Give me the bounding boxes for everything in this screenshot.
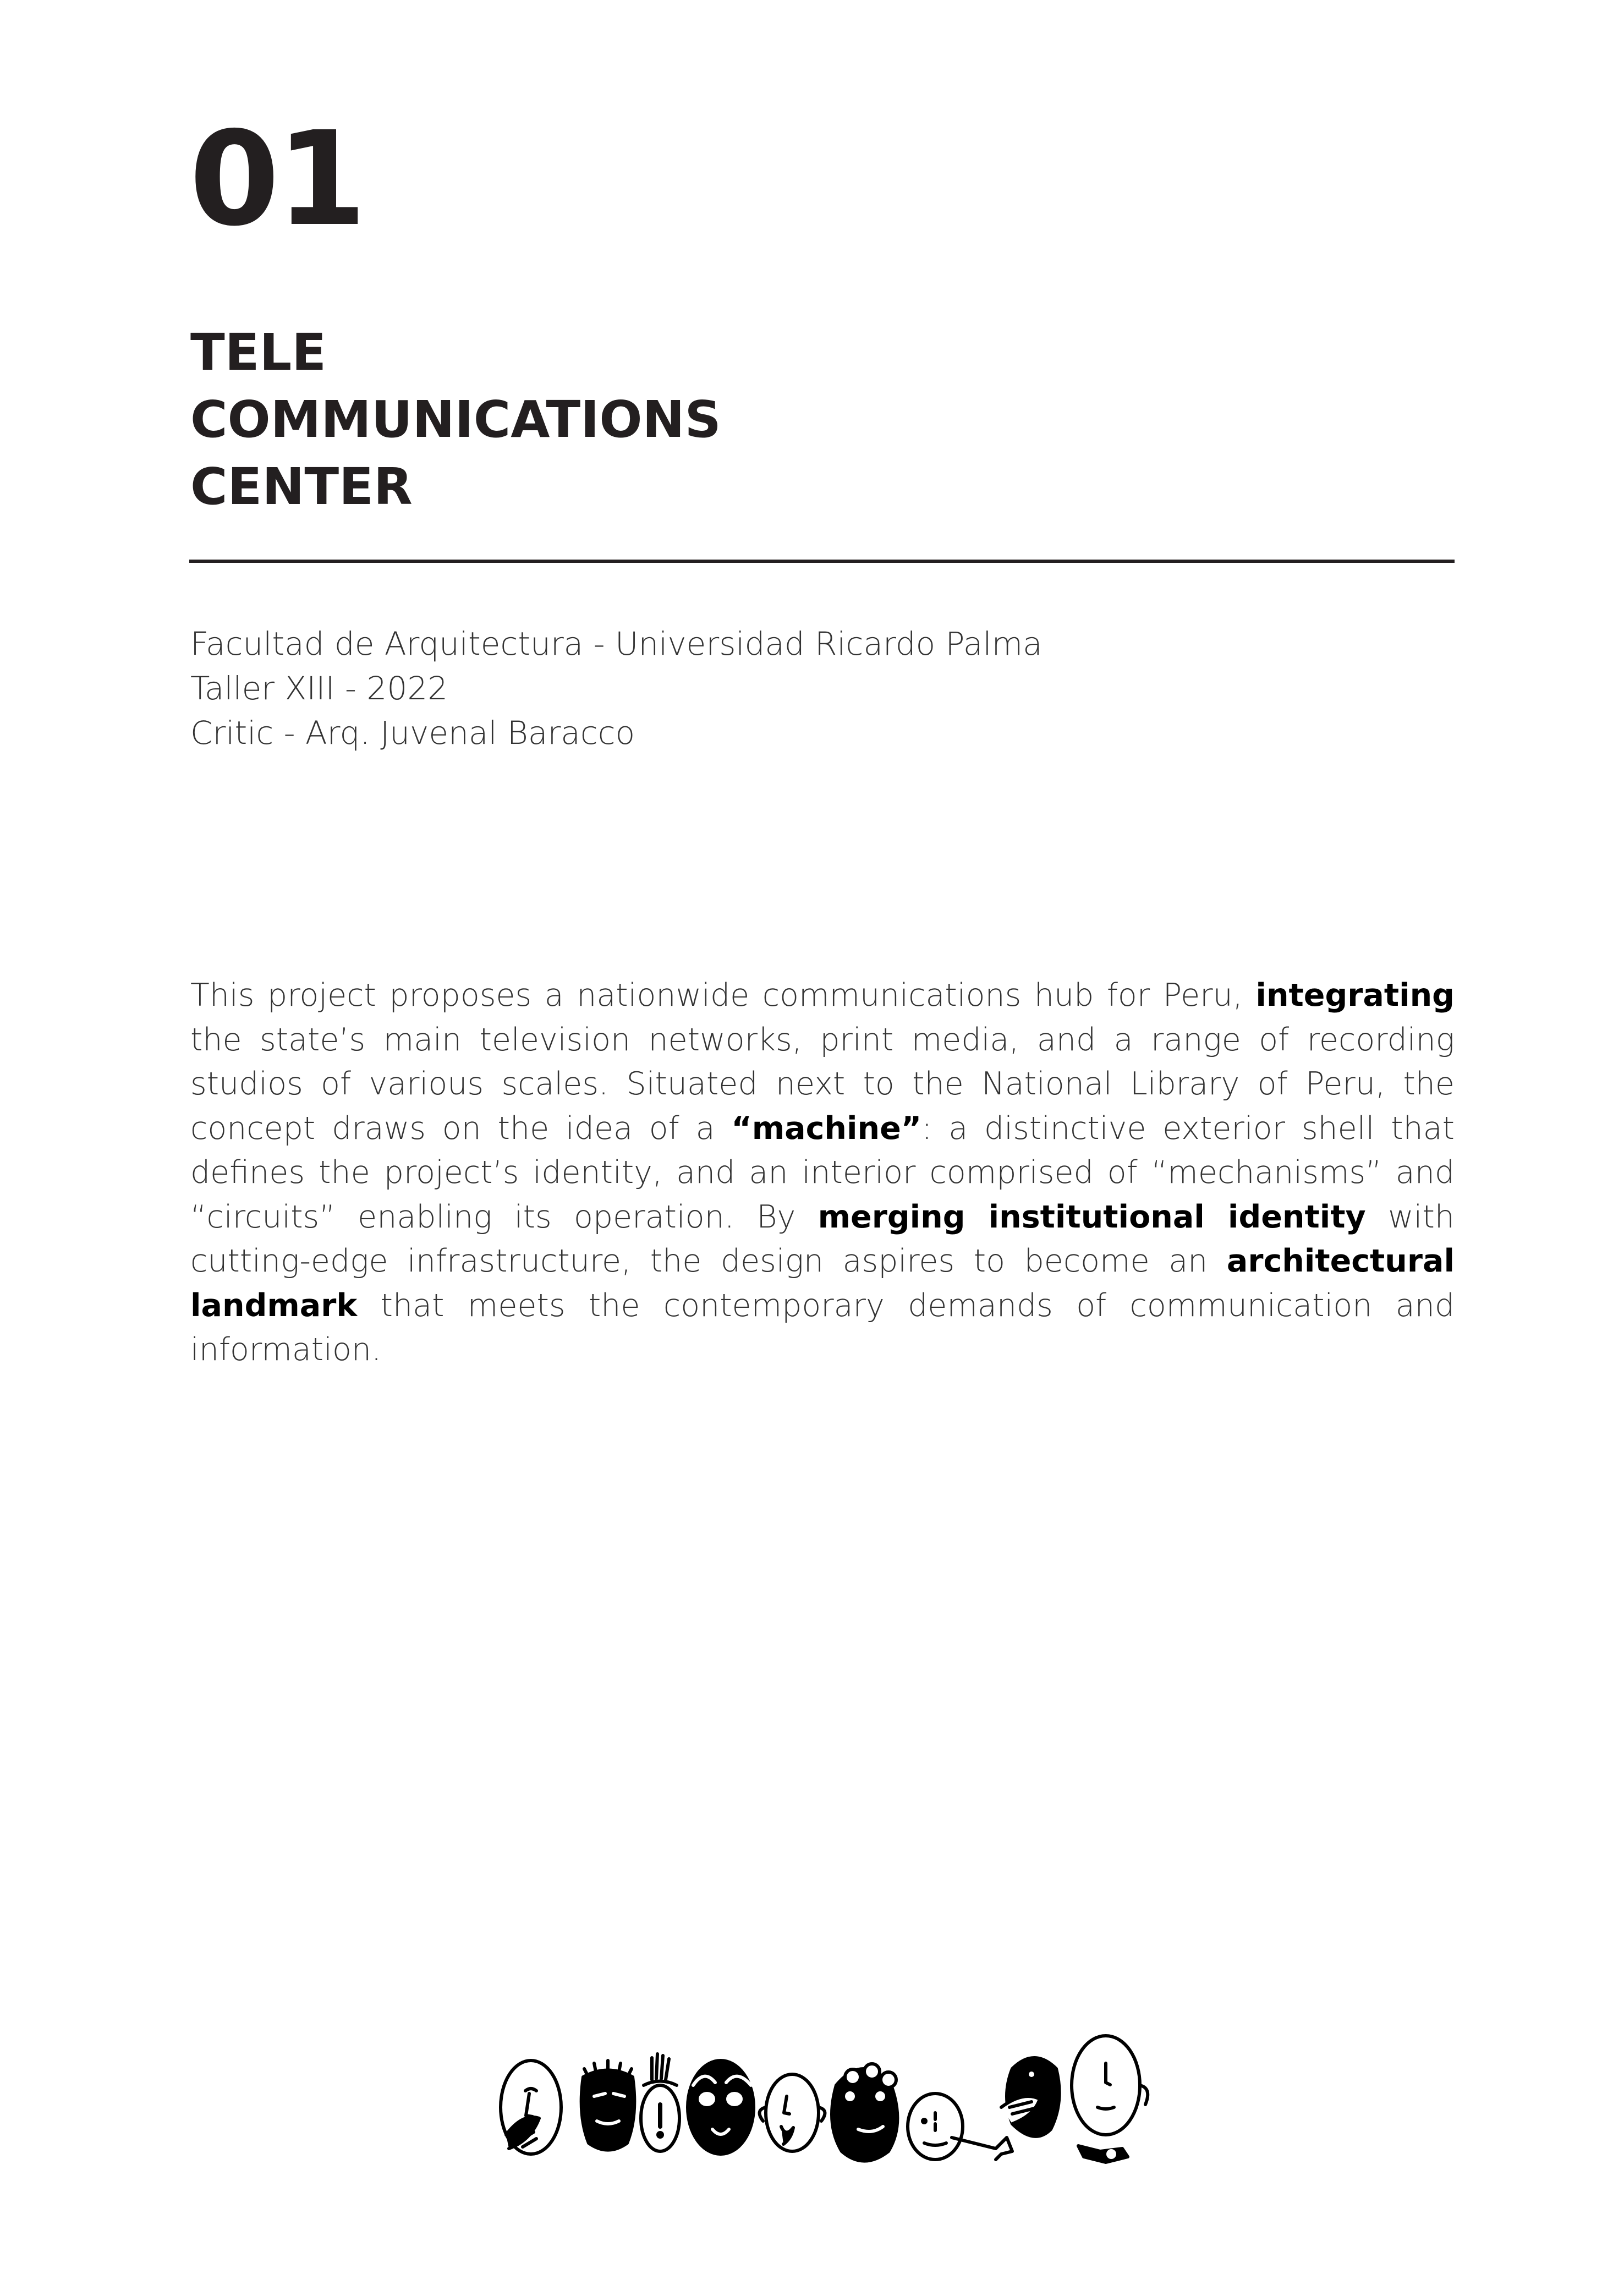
description-text: the state’s main television networks, print media, and a range of recording studios of various scales. Situated next to the National Library of Peru, the concept draws on the idea of a <box>190 1021 1455 1147</box>
project-title-line: TELE <box>190 323 327 382</box>
divider-line <box>189 560 1455 563</box>
project-description <box>190 973 1455 1372</box>
faces-illustration <box>495 2025 1216 2168</box>
project-title-line: COMMUNICATIONS <box>190 390 721 449</box>
description-text: : a distinctive exterior shell that defines the project’s identity, and an interior comprised of “mechanisms” and “circuits” enabling its operation. By <box>190 1110 1455 1235</box>
description-text: This project proposes a nationwide communications hub for Peru, <box>190 977 1256 1013</box>
studio-line: Taller XIII - 2022 <box>190 670 448 707</box>
face-icon <box>832 2064 897 2161</box>
faculty-line: Facultad de Arquitectura - Universidad Ricardo Palma <box>190 625 1043 662</box>
description-text: that meets the contemporary demands of communication and information. <box>190 1287 1455 1368</box>
face-icon <box>1072 2036 1148 2162</box>
project-title-line: CENTER <box>190 457 413 516</box>
face-icon <box>641 2054 679 2151</box>
face-icon <box>581 2061 635 2150</box>
description-highlight: integrating <box>1255 977 1455 1013</box>
face-icon <box>501 2061 561 2154</box>
project-number: 01 <box>189 103 364 255</box>
face-icon <box>760 2074 825 2151</box>
description-highlight: merging institutional identity <box>818 1198 1366 1235</box>
project-meta <box>190 622 1043 755</box>
description-highlight: architectural landmark <box>190 1243 1455 1324</box>
face-icon <box>908 2094 1012 2160</box>
description-text: with cutting-edge infrastructure, the design aspires to become an <box>190 1198 1455 1279</box>
face-icon <box>688 2061 754 2154</box>
project-title <box>190 319 721 520</box>
face-icon <box>1001 2058 1060 2136</box>
critic-line: Critic - Arq. Juvenal Baracco <box>190 714 635 752</box>
description-highlight: “machine” <box>731 1110 922 1147</box>
